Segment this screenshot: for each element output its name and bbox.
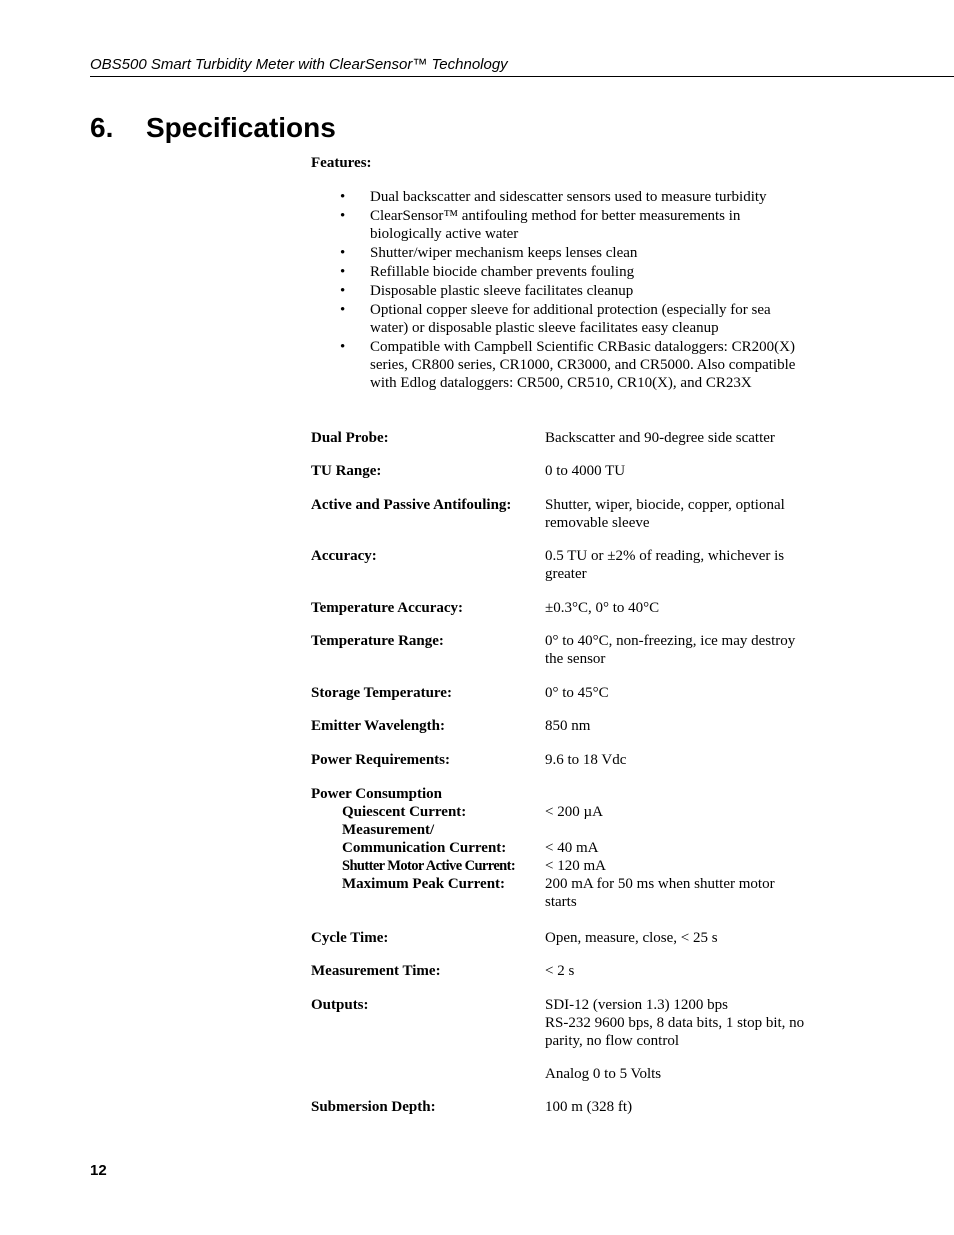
spec-label: Emitter Wavelength: <box>311 718 446 734</box>
spec-label: Power Consumption <box>311 786 442 802</box>
spec-sublabel-peak: Maximum Peak Current: <box>342 876 506 892</box>
spec-label: Power Requirements: <box>311 752 450 768</box>
bullet-icon: • <box>340 208 346 224</box>
list-item <box>340 188 810 206</box>
list-item <box>340 282 810 300</box>
spec-value: 0 to 4000 TU <box>545 463 626 479</box>
spec-value-analog: Analog 0 to 5 Volts <box>545 1066 662 1082</box>
bullet-icon: • <box>340 283 346 299</box>
spec-label: Temperature Range: <box>311 633 444 649</box>
feature-text: Shutter/wiper mechanism keeps lenses clean <box>370 245 638 261</box>
spec-value-sdi12: SDI-12 (version 1.3) 1200 bps <box>545 997 728 1013</box>
spec-sublabel-measurement-line1: Measurement/ <box>342 822 435 838</box>
running-header: OBS500 Smart Turbidity Meter with ClearSensor™ Technology <box>90 56 508 73</box>
chapter-title-text: Specifications <box>146 112 336 143</box>
feature-text: Optional copper sleeve for additional protection (especially for sea water) or disposable plastic sleeve facilitates easy cleanup <box>370 302 771 336</box>
spec-subvalue-quiescent: < 200 µA <box>545 804 603 820</box>
spec-value: 9.6 to 18 Vdc <box>545 752 627 768</box>
chapter-number: 6. <box>90 112 114 143</box>
spec-sublabel-quiescent: Quiescent Current: <box>342 804 467 820</box>
spec-label: Accuracy: <box>311 548 377 564</box>
list-item <box>340 207 810 243</box>
spec-label: TU Range: <box>311 463 382 479</box>
spec-subvalue-measurement: < 40 mA <box>545 840 599 856</box>
feature-text: Dual backscatter and sidescatter sensors used to measure turbidity <box>370 189 767 205</box>
spec-value: 0.5 TU or ±2% of reading, whichever is greater <box>545 548 785 582</box>
features-label: Features: <box>311 155 372 171</box>
spec-label: Measurement Time: <box>311 963 441 979</box>
spec-label: Outputs: <box>311 997 369 1013</box>
spec-value: Backscatter and 90-degree side scatter <box>545 430 775 446</box>
header-divider <box>90 76 954 77</box>
page-number: 12 <box>90 1162 107 1179</box>
bullet-icon: • <box>340 339 346 355</box>
spec-value: ±0.3°C, 0° to 40°C <box>545 600 660 616</box>
spec-label: Cycle Time: <box>311 930 389 946</box>
spec-label: Submersion Depth: <box>311 1099 436 1115</box>
spec-value-rs232: RS-232 9600 bps, 8 data bits, 1 stop bit, no parity, no flow control <box>545 1015 805 1049</box>
feature-text: Refillable biocide chamber prevents fouling <box>370 264 635 280</box>
spec-subvalue-peak: 200 mA for 50 ms when shutter motor starts <box>545 876 775 910</box>
spec-sublabel-measurement: Communication Current: <box>342 840 507 856</box>
feature-text: Disposable plastic sleeve facilitates cleanup <box>370 283 634 299</box>
bullet-icon: • <box>340 189 346 205</box>
spec-subvalue-shutter: < 120 mA <box>545 858 606 874</box>
bullet-icon: • <box>340 302 346 318</box>
spec-label: Temperature Accuracy: <box>311 600 464 616</box>
spec-label: Storage Temperature: <box>311 685 452 701</box>
chapter-title <box>90 111 336 145</box>
spec-value: 0° to 45°C <box>545 685 609 701</box>
spec-value: 850 nm <box>545 718 591 734</box>
bullet-icon: • <box>340 264 346 280</box>
spec-label: Dual Probe: <box>311 430 389 446</box>
spec-value: 100 m (328 ft) <box>545 1099 633 1115</box>
spec-label: Active and Passive Antifouling: <box>311 497 512 513</box>
bullet-icon: • <box>340 245 346 261</box>
list-item <box>340 263 810 281</box>
spec-sublabel-shutter: Shutter Motor Active Current: <box>342 858 516 874</box>
spec-value: < 2 s <box>545 963 575 979</box>
spec-value: Open, measure, close, < 25 s <box>545 930 718 946</box>
spec-value: Shutter, wiper, biocide, copper, optional removable sleeve <box>545 497 785 531</box>
feature-list <box>340 188 810 393</box>
feature-text: Compatible with Campbell Scientific CRBasic dataloggers: CR200(X) series, CR800 series, CR1000, CR3000, and CR5000. Also compatible with Edlog dataloggers: CR500, CR510, CR10(X), and CR23X <box>370 339 796 391</box>
feature-text: ClearSensor™ antifouling method for better measurements in biologically active water <box>370 208 741 242</box>
spec-value: 0° to 40°C, non-freezing, ice may destroy the sensor <box>545 633 796 667</box>
list-item <box>340 301 810 337</box>
list-item <box>340 338 800 392</box>
list-item <box>340 244 810 262</box>
